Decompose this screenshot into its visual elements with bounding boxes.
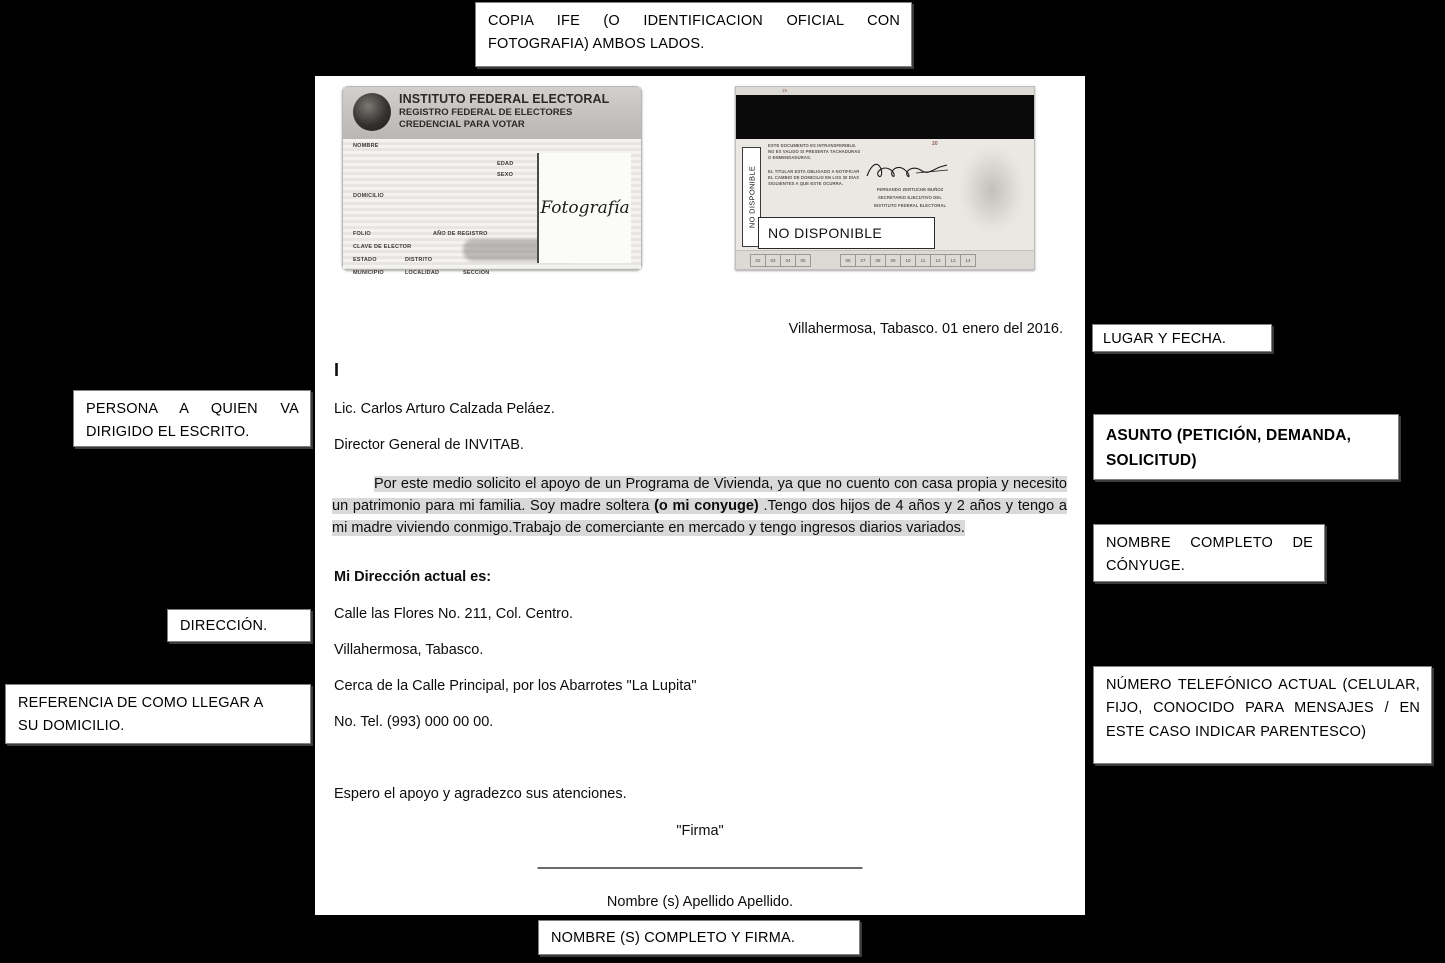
ruler-cell: 06 (840, 254, 856, 267)
signatory-title-1: SECRETARIO EJECUTIVO DEL (878, 195, 942, 200)
field-label-clave-elector: CLAVE DE ELECTOR (353, 244, 412, 250)
callout-persona-destinatario (73, 390, 311, 447)
ruler-cell: 05 (795, 254, 811, 267)
letter-content (315, 76, 1085, 915)
callout-referencia-line1: REFERENCIA DE COMO LLEGAR A (18, 695, 264, 711)
dateline: Villahermosa, Tabasco. 01 enero del 2016. (788, 321, 1063, 337)
ruler-cell: 07 (855, 254, 871, 267)
callout-conyuge-line1: NOMBRE COMPLETO DE (1106, 535, 1313, 551)
callout-asunto-line2: SOLICITUD) (1106, 452, 1197, 470)
signature-placeholder: "Firma" (676, 823, 724, 839)
ruler-cell: 14 (960, 254, 976, 267)
field-label-localidad: LOCALIDAD (405, 270, 440, 276)
letter-body-spouse-note: (o mi conyuge) (654, 498, 759, 515)
letter-body-paragraph (332, 473, 1067, 540)
ruler-cell: 12 (930, 254, 946, 267)
address-line-4-phone: No. Tel. (993) 000 00 00. (334, 714, 494, 730)
closing-line: Espero el apoyo y agradezco sus atenciones. (334, 786, 627, 802)
callout-persona-line2: DIRIGIDO EL ESCRITO. (86, 424, 250, 441)
callout-asunto (1093, 414, 1399, 480)
callout-lugar-y-fecha-text: LUGAR Y FECHA. (1103, 331, 1227, 347)
callout-referencia-domicilio (5, 684, 311, 744)
ruler-mark-15: 15 (782, 88, 788, 93)
callout-copia-ife-text: COPIA IFE (O IDENTIFICACION OFICIAL CON FOTOGRAFIA) AMBOS LADOS. (488, 13, 900, 53)
legal-text-block-1: ESTE DOCUMENTO ES INTRANSFERIBLE. NO ES VALIDO SI PRESENTA TACHADURAS O ENMENDADURAS. (768, 143, 861, 161)
callout-conyuge-line2: CÓNYUGE. (1106, 558, 1185, 575)
callout-referencia-line2: SU DOMICILIO. (18, 718, 125, 735)
field-label-nombre: NOMBRE (353, 143, 379, 149)
callout-lugar-y-fecha (1092, 324, 1272, 352)
no-disponible-vertical-label: NO DISPONIBLE (747, 165, 756, 229)
ruler-cell: 09 (885, 254, 901, 267)
text-cursor: I (334, 360, 340, 380)
photo-placeholder-label: Fotografía (540, 198, 630, 218)
field-label-municipio: MUNICIPIO (353, 270, 384, 276)
address-line-3: Cerca de la Calle Principal, por los Abarrotes "La Lupita" (334, 678, 697, 694)
recipient-title: Director General de INVITAB. (334, 437, 524, 453)
address-line-2: Villahermosa, Tabasco. (334, 642, 484, 658)
field-label-edad: EDAD (497, 161, 514, 167)
ife-title: INSTITUTO FEDERAL ELECTORAL (399, 92, 610, 106)
recipient-name: Lic. Carlos Arturo Calzada Peláez. (334, 401, 555, 417)
callout-asunto-line1: ASUNTO (PETICIÓN, DEMANDA, (1106, 427, 1352, 444)
callout-copia-ife (475, 2, 912, 67)
no-disponible-label: NO DISPONIBLE (768, 225, 883, 241)
field-label-estado: ESTADO (353, 257, 377, 263)
callout-nombre-y-firma (538, 920, 860, 955)
callout-persona-line1: PERSONA A QUIEN VA (86, 401, 299, 417)
callout-numero-telefonico (1093, 666, 1432, 764)
ife-subtitle-2: CREDENCIAL PARA VOTAR (399, 119, 525, 130)
address-heading: Mi Dirección actual es: (334, 569, 492, 585)
callout-direccion-text: DIRECCIÓN. (180, 618, 268, 634)
ruler-cell: 03 (765, 254, 781, 267)
ruler-cell: 02 (750, 254, 766, 267)
field-label-distrito: DISTRITO (405, 257, 433, 263)
address-line-1: Calle las Flores No. 211, Col. Centro. (334, 606, 574, 622)
field-label-sexo: SEXO (497, 172, 514, 178)
field-label-folio: FOLIO (353, 231, 371, 237)
signature-rule (538, 867, 863, 869)
callout-nombre-y-firma-text: NOMBRE (S) COMPLETO Y FIRMA. (551, 930, 796, 946)
signatory-title-2: INSTITUTO FEDERAL ELECTORAL (873, 203, 947, 208)
letter-body-part2: .Tengo dos hijos de 4 años y 2 años y tengo a mi madre viviendo conmigo.Trabajo de comerciante en mercado y tengo ingresos diarios variados. (332, 498, 1067, 537)
ife-subtitle-1: REGISTRO FEDERAL DE ELECTORES (399, 107, 573, 118)
ruler-cell: 11 (915, 254, 931, 267)
letter-body-part1: Por este medio solicito el apoyo de un Programa de Vivienda, ya que no cuento con casa propia y necesito un patrimonio para mi familia. Soy madre soltera (332, 476, 1067, 515)
callout-direccion (167, 609, 311, 642)
ruler-cell: 10 (900, 254, 916, 267)
ruler-cell: 08 (870, 254, 886, 267)
legal-text-block-2: EL TITULAR ESTA OBLIGADO A NOTIFICAR EL CAMBIO DE DOMICILIO EN LOS 30 DIAS SIGUIENTES A QUE ESTE OCURRA. (768, 169, 860, 187)
ruler-cell: 04 (780, 254, 796, 267)
signatory-name: FERNANDO ZERTUCHE MUÑOZ (876, 187, 944, 192)
ruler-mark-20: 20 (932, 141, 938, 147)
field-label-anio-registro: AÑO DE REGISTRO (433, 231, 488, 237)
field-label-seccion: SECCION (463, 270, 490, 276)
callout-nombre-conyuge (1093, 524, 1325, 582)
document-page (315, 76, 1085, 915)
ruler-cell: 13 (945, 254, 961, 267)
signature-name-line: Nombre (s) Apellido Apellido. (606, 894, 794, 910)
callout-numero-telefonico-text: NÚMERO TELEFÓNICO ACTUAL (CELULAR, FIJO, CONOCIDO PARA MENSAJES / EN ESTE CASO INDICAR PARENTESCO) (1106, 677, 1420, 740)
field-label-domicilio: DOMICILIO (353, 193, 384, 199)
